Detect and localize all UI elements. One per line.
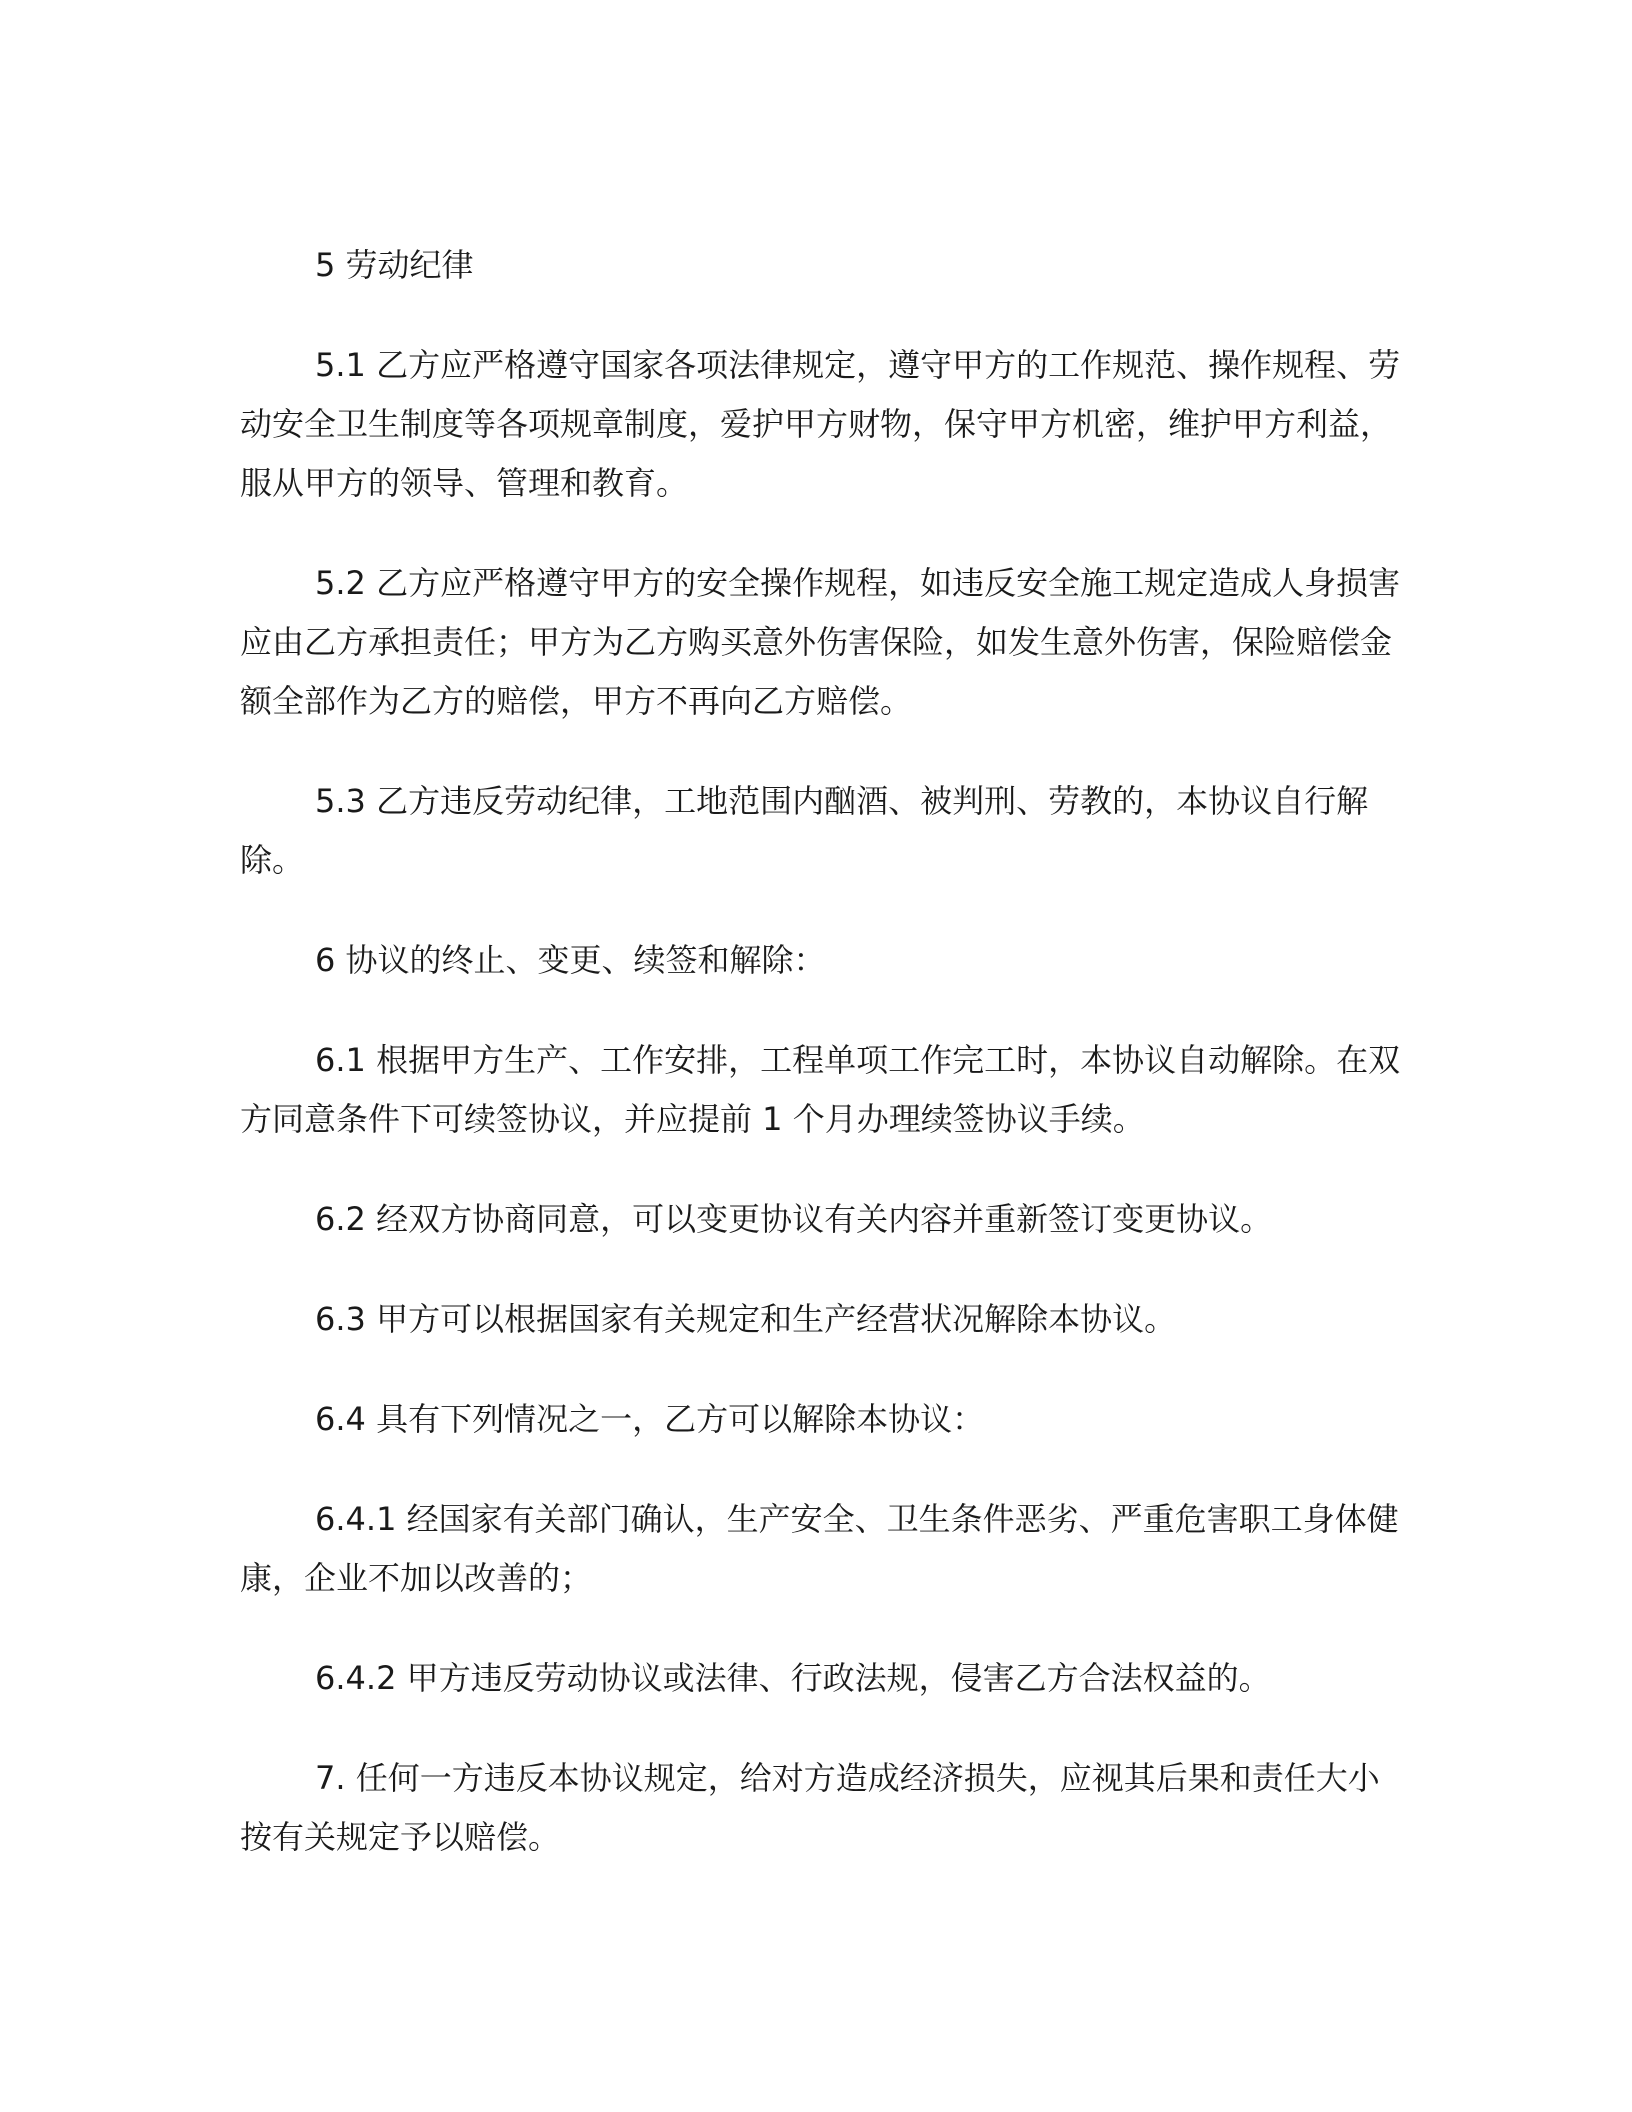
clause-6-4: 6.4 具有下列情况之一，乙方可以解除本协议： (315, 1400, 985, 1438)
clause-6-3: 6.3 甲方可以根据国家有关规定和生产经营状况解除本协议。 (315, 1300, 1177, 1338)
clause-5-3: 5.3 乙方违反劳动纪律，工地范围内酗酒、被判刑、劳教的，本协议自行解除。 (240, 782, 1369, 879)
section-heading-6: 6 协议的终止、变更、续签和解除： (315, 941, 826, 979)
document-body (240, 236, 1408, 1867)
clause-6-4-2: 6.4.2 甲方违反劳动协议或法律、行政法规，侵害乙方合法权益的。 (315, 1659, 1271, 1697)
section-heading-5: 5 劳动纪律 (315, 246, 474, 284)
clause-6-4-1: 6.4.1 经国家有关部门确认，生产安全、卫生条件恶劣、严重危害职工身体健康，企业不加以改善的； (240, 1500, 1399, 1597)
clause-5-1: 5.1 乙方应严格遵守国家各项法律规定，遵守甲方的工作规范、操作规程、劳动安全卫生制度等各项规章制度，爱护甲方财物，保守甲方机密，维护甲方利益，服从甲方的领导、管理和教育。 (240, 346, 1401, 502)
clause-6-2: 6.2 经双方协商同意，可以变更协议有关内容并重新签订变更协议。 (315, 1200, 1273, 1238)
clause-5-2: 5.2 乙方应严格遵守甲方的安全操作规程，如违反安全施工规定造成人身损害应由乙方承担责任；甲方为乙方购买意外伤害保险，如发生意外伤害，保险赔偿金额全部作为乙方的赔偿，甲方不再向乙方赔偿。 (240, 564, 1401, 720)
clause-7: 7. 任何一方违反本协议规定，给对方造成经济损失，应视其后果和责任大小按有关规定予以赔偿。 (240, 1759, 1380, 1856)
clause-6-1: 6.1 根据甲方生产、工作安排，工程单项工作完工时，本协议自动解除。在双方同意条件下可续签协议，并应提前 1 个月办理续签协议手续。 (240, 1041, 1401, 1138)
